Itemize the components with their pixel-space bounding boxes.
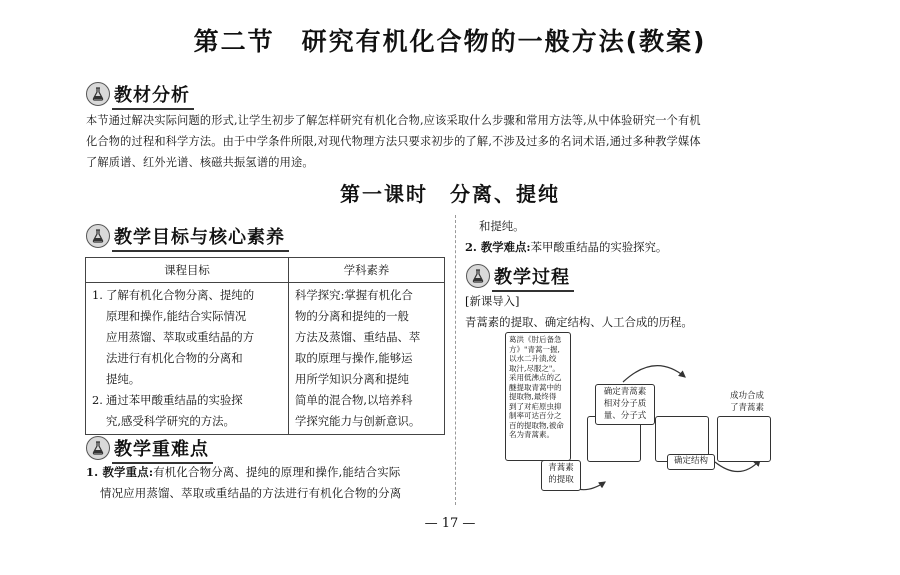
step-structure: 确定结构 (667, 454, 715, 470)
arrow-top (623, 366, 685, 382)
flask-icon (86, 224, 110, 248)
intro-label: [新课导入] (465, 294, 520, 308)
analysis-paragraph (86, 110, 826, 173)
goal-item-2: 2. 通过苯甲酸重结晶的实验探 究,感受科学研究的方法。 (92, 393, 243, 428)
key-point-2-label: 2. 教学难点: (465, 240, 531, 254)
section-heading-key-points: 教学重难点 (86, 434, 209, 462)
flask-icon (86, 82, 110, 106)
lesson-title: 第一课时 分离、提纯 (340, 182, 560, 206)
section-heading-goals: 教学目标与核心素养 (86, 222, 285, 250)
column-divider (455, 215, 456, 505)
analysis-line: 化合物的过程和科学方法。由于中学条件所限,对现代物理方法只要求初步的了解,不涉及过多的名词术语,通过多种教学媒体 (86, 135, 701, 148)
goals-table (85, 257, 445, 435)
intro-text: 青蒿素的提取、确定结构、人工合成的历程。 (465, 315, 693, 329)
key-point-1-label: 1. 教学重点: (86, 465, 154, 479)
section-heading-analysis: 教材分析 (86, 80, 190, 108)
step-box-4 (717, 416, 771, 462)
step-extraction: 青蒿素 的提取 (541, 460, 581, 491)
table-header-course-goals: 课程目标 (86, 258, 289, 283)
key-point-2: 2. 教学难点:苯甲酸重结晶的实验探究。 (465, 240, 668, 254)
key-point-1-continued: 和提纯。 (479, 219, 525, 233)
process-diagram (505, 332, 775, 510)
section-heading-process: 教学过程 (466, 262, 570, 290)
flask-icon (466, 264, 490, 288)
page-title: 第二节 研究有机化合物的一般方法(教案) (193, 27, 707, 56)
literacy-cell: 科学探究:掌握有机化合 物的分离和提纯的一般 方法及蒸馏、重结晶、萃 取的原理与操作,能够运 用所学知识分离和提纯 简单的混合物,以培养科 学探究能力与创新意识。 (289, 283, 445, 435)
course-goals-cell (86, 283, 289, 435)
table-header-literacy: 学科素养 (289, 258, 445, 283)
goal-item-1: 1. 了解有机化合物分离、提纯的 原理和操作,能结合实际情况 应用蒸馏、萃取或重结晶的方 法进行有机化合物的分离和 提纯。 (92, 288, 255, 386)
analysis-line: 本节通过解决实际问题的形式,让学生初步了解怎样研究有机化合物,应该采取什么步骤和常用方法等,从中体验研究一个有机 (86, 114, 701, 127)
step-synthesis: 成功合成 了青蒿素 (729, 391, 764, 413)
analysis-line: 了解质谱、红外光谱、核磁共振氢谱的用途。 (86, 156, 314, 169)
flask-icon (86, 436, 110, 460)
key-point-1: 1. 教学重点:有机化合物分离、提纯的原理和操作,能结合实际 情况应用蒸馏、萃取或重结晶的方法进行有机化合物的分离 (86, 465, 402, 500)
step-molecular-formula: 确定青蒿素 相对分子质 量、分子式 (595, 384, 655, 425)
page-number: — 17 — (424, 516, 476, 531)
history-note-box: 葛洪《肘后备急 方》"青蒿一握, 以水二升渍,绞 取汁,尽服之"。 采用低沸点的乙 醚提取青蒿中的 提取物,最终得 到了对疟原虫抑 制率可达百分之 百的提取物,被命 名为青蒿素。 (505, 332, 571, 461)
